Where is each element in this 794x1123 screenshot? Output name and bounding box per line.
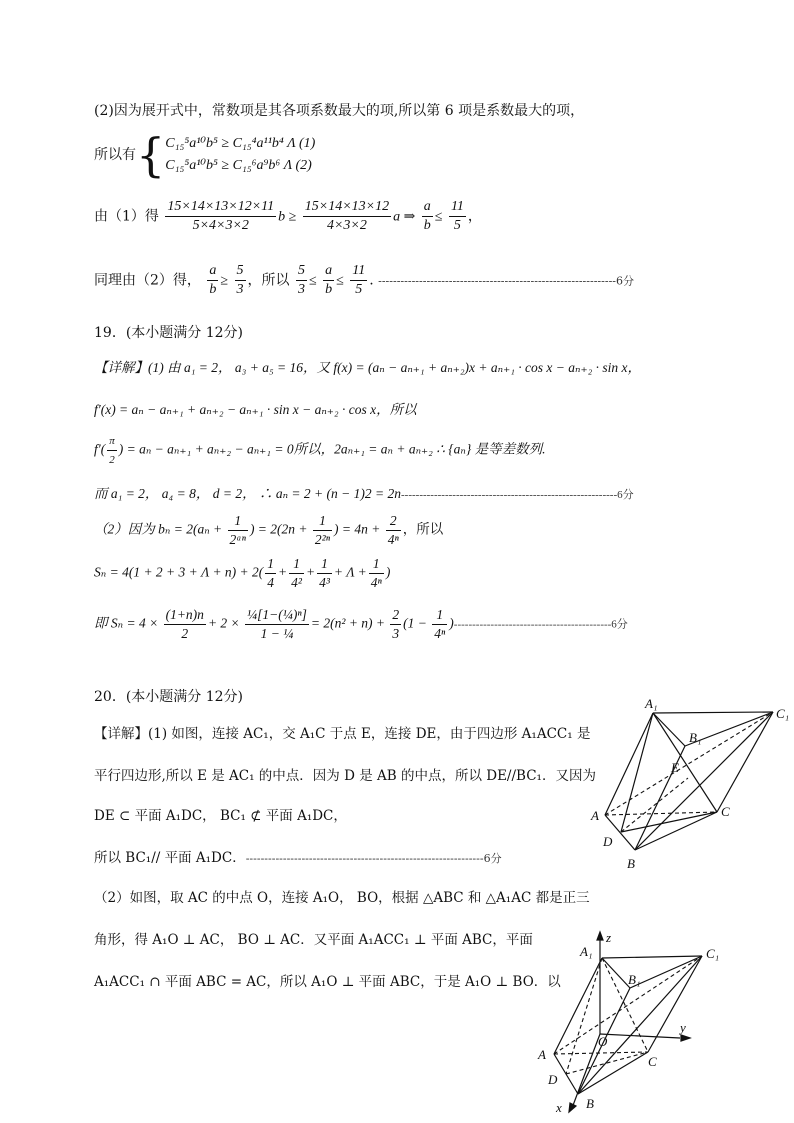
prism-figure-2 xyxy=(530,926,740,1116)
numerator: (1+n)n xyxy=(164,606,206,625)
label-b1: B₁ xyxy=(628,972,641,987)
derivation-prefix: 由（1）得 xyxy=(94,208,159,225)
punctuation: ， xyxy=(467,208,482,225)
fraction xyxy=(350,262,367,299)
denominator: 4 xyxy=(267,575,275,590)
fraction xyxy=(432,606,447,643)
fraction xyxy=(245,606,309,643)
math-text: ≤ xyxy=(336,273,344,289)
hidden-edge-a-c xyxy=(554,1052,648,1054)
label-z: z xyxy=(606,930,612,945)
numerator: π xyxy=(107,432,117,451)
fraction xyxy=(235,262,246,299)
label-o: O xyxy=(598,1034,608,1049)
label-c1: C₁ xyxy=(706,946,720,961)
q19-line-7 xyxy=(94,606,628,643)
math-text: ≥ xyxy=(220,273,229,289)
math-text: + 2 × xyxy=(207,615,240,631)
problem-19-title: 19．(本小题满分 12分) xyxy=(94,325,244,341)
numerator: 2 xyxy=(386,512,401,531)
derivation-prefix: 同理由（2）得， xyxy=(94,272,201,289)
left-brace: { xyxy=(136,128,166,182)
fraction xyxy=(313,512,332,549)
q19-line-5 xyxy=(94,512,443,549)
denominator: 2ᵃⁿ xyxy=(229,532,246,547)
label-a: A xyxy=(538,1047,546,1062)
inequality-system xyxy=(165,133,315,177)
hidden-edge-d-e xyxy=(621,778,688,832)
q19-line-6 xyxy=(94,555,390,592)
hidden-edge-a1-c xyxy=(602,958,648,1052)
edge-a1-c1 xyxy=(602,956,702,958)
label-e: E xyxy=(671,760,679,775)
math-text: 即 Sₙ = 4 × xyxy=(94,615,159,631)
numerator: 5 xyxy=(296,262,307,281)
math-text: ) = 4n + xyxy=(333,521,381,537)
denominator: 4×3×2 xyxy=(326,218,367,233)
q20-line-2: 平行四边形,所以 E 是 AC₁ 的中点．因为 D 是 AB 的中点，所以 DE//BC₁．又因为 xyxy=(94,768,596,784)
math-text: + Λ + xyxy=(333,564,367,580)
hidden-edge-a-c1 xyxy=(605,712,773,815)
score-marker: -----------------------------------------------------------6分 xyxy=(401,489,634,501)
label-b: B xyxy=(627,856,635,871)
q19-line-3 xyxy=(94,432,546,469)
prism-figure-1 xyxy=(585,690,794,875)
fraction xyxy=(164,606,206,643)
fraction xyxy=(165,198,276,235)
label-a: A xyxy=(591,808,599,823)
numerator: a xyxy=(207,262,218,281)
math-text: (1 − xyxy=(403,615,427,631)
label-a1: A₁ xyxy=(580,944,593,959)
denominator: 5 xyxy=(355,282,363,297)
score-marker: -------------------------------------------6分 xyxy=(453,618,628,631)
edge-a1-c xyxy=(653,713,717,812)
denominator: 4ⁿ xyxy=(387,532,399,547)
numerator: ¼[1−(¼)ⁿ] xyxy=(245,606,309,625)
denominator: 1 − ¼ xyxy=(260,626,294,641)
math-text: + xyxy=(305,564,316,580)
z-axis-arrow xyxy=(597,932,603,940)
numerator: 1 xyxy=(289,555,304,574)
edge-b1-c1 xyxy=(630,956,702,988)
q19-line-1: 【详解】(1) 由 a₁ = 2， a₃ + a₅ = 16，又 f(x) = (aₙ − aₙ₊₁ + aₙ₊₂)x + aₙ₊₁ · cos x − aₙ₊₂ · sin x， xyxy=(94,360,642,375)
denominator: 3 xyxy=(236,282,244,297)
denominator: 2 xyxy=(109,454,115,466)
numerator: a xyxy=(422,198,433,217)
denominator: 4² xyxy=(291,575,302,590)
edge-c1-c xyxy=(717,712,773,812)
math-text: ) xyxy=(385,564,391,580)
math-text: ≤ xyxy=(308,273,317,289)
denominator: 4ⁿ xyxy=(434,626,446,641)
math-text: （2）因为 bₙ = 2(aₙ + xyxy=(94,521,223,537)
label-c1: C₁ xyxy=(776,706,790,721)
fraction xyxy=(449,198,466,235)
math-text: b ≥ xyxy=(278,209,297,225)
denominator: 3 xyxy=(392,626,400,641)
label-b1: B₁ xyxy=(689,730,702,745)
edge-a1-b1 xyxy=(602,958,630,988)
denominator: 2 xyxy=(181,626,189,641)
score-marker: ----------------------------------------------------------------6分 xyxy=(245,852,502,865)
label-c: C xyxy=(648,1054,657,1069)
label-d: D xyxy=(603,834,613,849)
denominator: 3 xyxy=(297,282,305,297)
numerator: 15×14×13×12 xyxy=(303,198,391,217)
punctuation: . xyxy=(369,272,374,289)
numerator: 1 xyxy=(432,606,447,625)
denominator: 4ⁿ xyxy=(370,575,382,590)
numerator: 1 xyxy=(369,555,384,574)
fraction xyxy=(386,512,401,549)
fraction xyxy=(422,198,433,235)
fraction xyxy=(317,555,332,592)
edge-b-c xyxy=(635,812,717,850)
fraction xyxy=(390,606,401,643)
math-text: ) xyxy=(449,615,454,631)
fraction xyxy=(107,432,117,469)
q20-line-5: （2）如图，取 AC 的中点 O，连接 A₁O， BO，根据 △ABC 和 △A₁AC 都是正三 xyxy=(94,890,590,906)
numerator: 5 xyxy=(235,262,246,281)
fraction xyxy=(207,262,218,299)
numerator: 1 xyxy=(265,555,276,574)
q19-line-4 xyxy=(94,482,634,502)
math-text: a ⇒ xyxy=(393,209,416,225)
denominator: 5 xyxy=(453,218,461,233)
text: ，所以 xyxy=(402,521,444,537)
x-axis-arrow xyxy=(569,1103,576,1112)
numerator: 11 xyxy=(449,198,466,217)
q20-line-4 xyxy=(94,846,502,866)
label-d: D xyxy=(548,1072,558,1087)
denominator: b xyxy=(209,282,217,297)
edge-b-c1 xyxy=(635,712,773,850)
edge-a1-b1 xyxy=(653,713,685,746)
edge-a1-a xyxy=(554,958,602,1054)
label-a1: A₁ xyxy=(645,696,658,711)
y-axis-arrow xyxy=(681,1035,690,1041)
label-y: y xyxy=(680,1020,686,1035)
label-x: x xyxy=(556,1100,562,1115)
math-text: Sₙ = 4(1 + 2 + 3 + Λ + n) + 2( xyxy=(94,564,264,580)
numerator: 11 xyxy=(350,262,367,281)
fraction xyxy=(303,198,391,235)
hidden-edge-d-c xyxy=(566,1052,648,1074)
problem-20-title: 20．(本小题满分 12分) xyxy=(94,689,244,705)
numerator: 1 xyxy=(317,555,332,574)
fraction xyxy=(323,262,334,299)
math-text: 而 a₁ = 2， a₄ = 8， d = 2， ∴ aₙ = 2 + (n − 1)2 = 2n xyxy=(94,486,401,501)
numerator: 2 xyxy=(390,606,401,625)
q20-line-3: DE ⊂ 平面 A₁DC， BC₁ ⊄ 平面 A₁DC， xyxy=(94,808,347,824)
math-text: + xyxy=(278,564,288,580)
hidden-edge-a-c xyxy=(605,812,717,815)
q20-line-6: 角形，得 A₁O ⊥ AC， BO ⊥ AC．又平面 A₁ACC₁ ⊥ 平面 ABC，平面 xyxy=(94,932,533,948)
math-text: ) = aₙ − aₙ₊₁ + aₙ₊₂ − aₙ₊₁ = 0所以，2aₙ₊₁ = aₙ + aₙ₊₂ ∴ {aₙ} 是等差数列. xyxy=(118,441,546,457)
inequality-2: C₁₅⁵a¹⁰b⁵ ≥ C₁₅⁶a⁹b⁶ Λ (2) xyxy=(165,158,312,173)
math-text: = 2(n² + n) + xyxy=(310,615,386,631)
text: ，所以 xyxy=(247,272,290,289)
numerator: a xyxy=(323,262,334,281)
math-text: ≤ xyxy=(434,209,443,225)
fraction xyxy=(289,555,304,592)
denominator: 2²ⁿ xyxy=(314,532,330,547)
q19-line-2: f′(x) = aₙ − aₙ₊₁ + aₙ₊₂ − aₙ₊₁ · sin x − aₙ₊₂ · cos x，所以 xyxy=(94,402,417,417)
numerator: 1 xyxy=(313,512,332,531)
score-marker: ----------------------------------------------------------------6分 xyxy=(378,274,634,288)
math-text: 所以 BC₁// 平面 A₁DC． xyxy=(94,850,246,866)
fraction xyxy=(369,555,384,592)
denominator: 4³ xyxy=(319,575,330,590)
q20-line-7: A₁ACC₁ ∩ 平面 ABC = AC，所以 A₁O ⊥ 平面 ABC，于是 A₁O ⊥ BO．以 xyxy=(94,974,561,990)
fraction xyxy=(228,512,248,549)
derivation-line-2 xyxy=(94,262,634,299)
edge-d-c xyxy=(621,812,717,832)
denominator: b xyxy=(325,282,333,297)
fraction xyxy=(296,262,307,299)
numerator: 15×14×13×12×11 xyxy=(165,198,276,217)
label-c: C xyxy=(721,804,730,819)
system-line xyxy=(94,128,316,182)
inequality-1: C₁₅⁵a¹⁰b⁵ ≥ C₁₅⁴a¹¹b⁴ Λ (1) xyxy=(165,136,316,151)
math-text: f′( xyxy=(94,441,106,457)
fraction xyxy=(265,555,276,592)
text-line-1: (2)因为展开式中，常数项是其各项系数最大的项,所以第 6 项是系数最大的项， xyxy=(94,103,585,119)
derivation-line-1 xyxy=(94,198,482,235)
math-text: ) = 2(2n + xyxy=(249,521,308,537)
edge-a1-c1 xyxy=(653,712,773,713)
system-prefix: 所以有 xyxy=(94,147,136,163)
numerator: 1 xyxy=(228,512,248,531)
denominator: b xyxy=(423,218,431,233)
denominator: 5×4×3×2 xyxy=(192,218,249,233)
q20-line-1: 【详解】(1) 如图，连接 AC₁，交 A₁C 于点 E，连接 DE，由于四边形 A₁ACC₁ 是 xyxy=(94,726,591,742)
label-b: B xyxy=(586,1096,594,1111)
